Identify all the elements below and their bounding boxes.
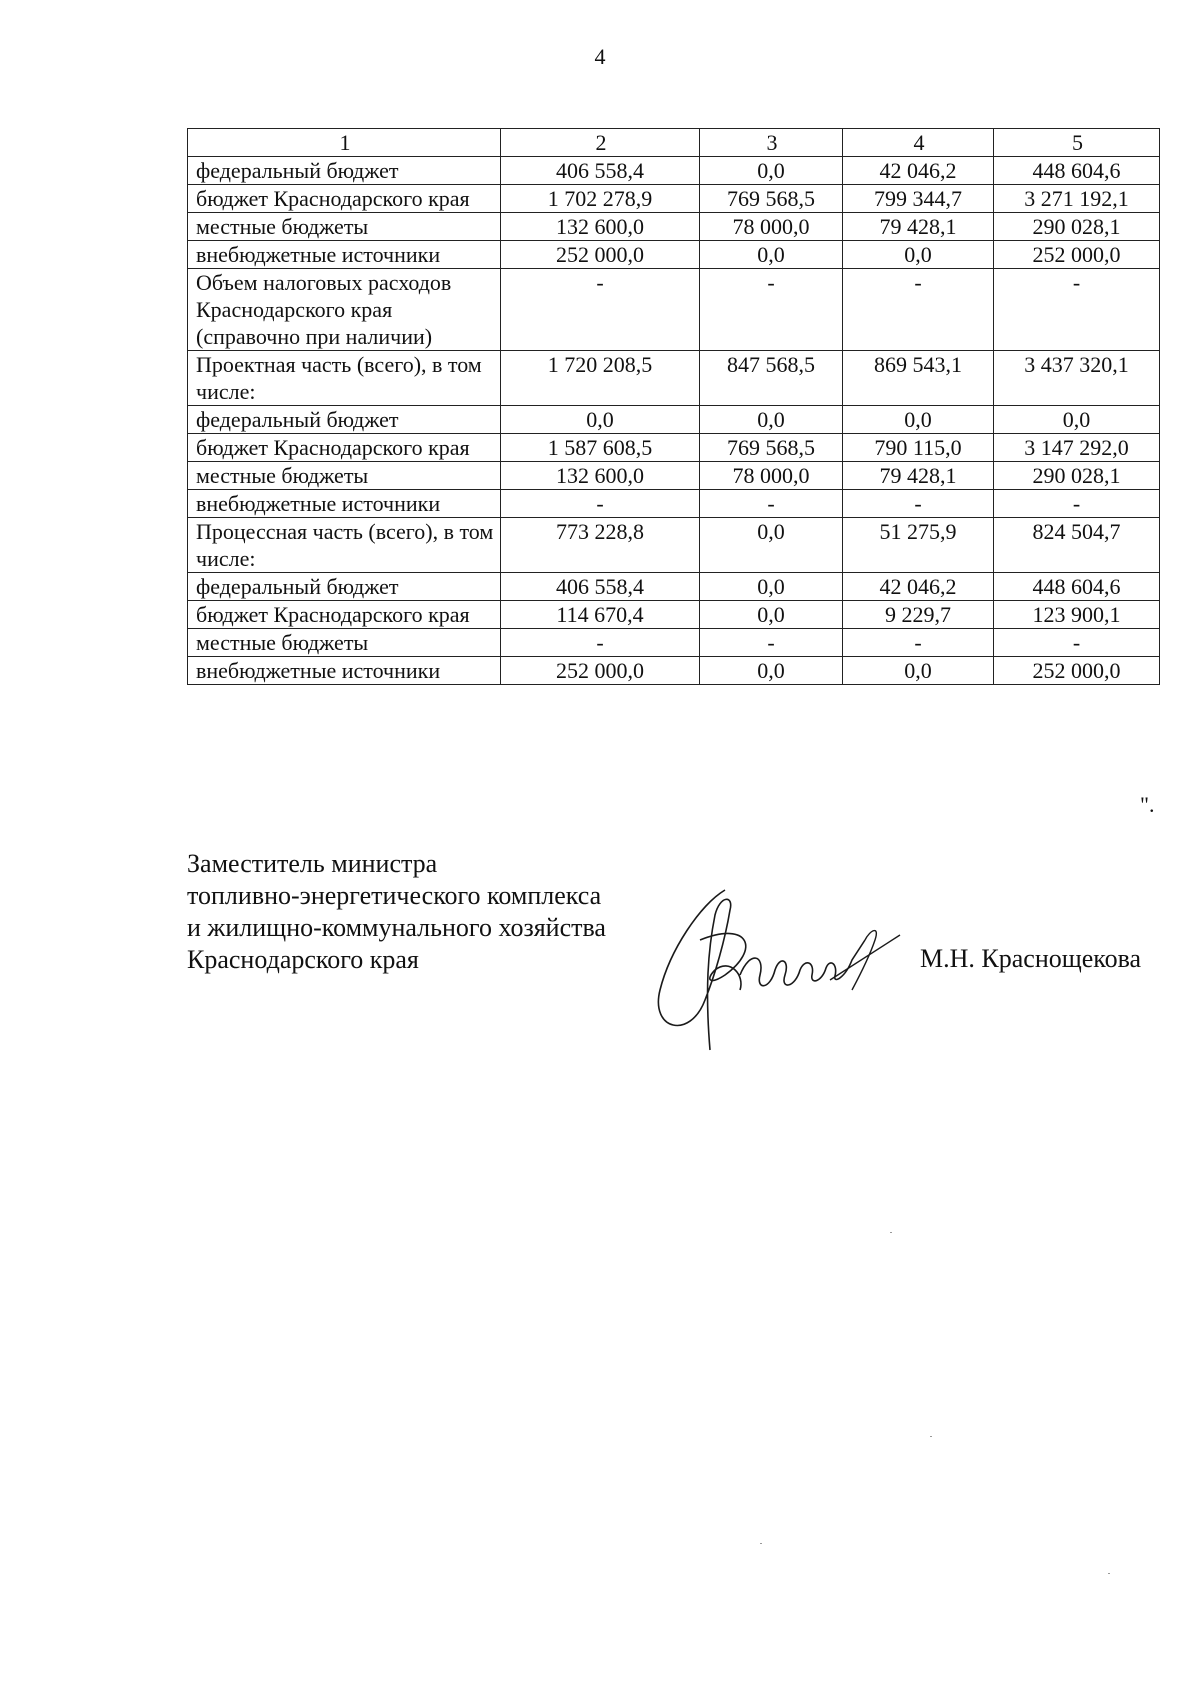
scan-speck [930,1436,932,1437]
header-cell: 2 [501,129,700,157]
value-cell: 252 000,0 [501,241,700,269]
row-label-cell: бюджет Краснодарского края [188,185,501,213]
table-row [188,351,1160,406]
value-cell: 0,0 [501,406,700,434]
table-row [188,490,1160,518]
position-line: Краснодарского края [187,945,419,974]
value-cell: 448 604,6 [994,573,1160,601]
table-row [188,629,1160,657]
value-cell: 0,0 [700,601,843,629]
row-label-cell: местные бюджеты [188,629,501,657]
value-cell: 78 000,0 [700,462,843,490]
position-line: Заместитель министра [187,849,438,878]
value-cell: 42 046,2 [843,573,994,601]
row-label-cell: внебюджетные источники [188,657,501,685]
value-cell: 252 000,0 [994,657,1160,685]
table-row [188,601,1160,629]
header-cell: 3 [700,129,843,157]
row-label-cell: Проектная часть (всего), в том числе: [188,351,501,406]
value-cell: 1 702 278,9 [501,185,700,213]
value-cell: 3 437 320,1 [994,351,1160,406]
value-cell: - [501,629,700,657]
header-cell: 5 [994,129,1160,157]
signatory-position [187,848,606,976]
value-cell: 769 568,5 [700,434,843,462]
value-cell: 0,0 [843,657,994,685]
value-cell: 0,0 [700,241,843,269]
value-cell: 0,0 [700,518,843,573]
table-row [188,406,1160,434]
table-row [188,657,1160,685]
value-cell: 290 028,1 [994,213,1160,241]
value-cell: 1 587 608,5 [501,434,700,462]
value-cell: - [700,629,843,657]
value-cell: - [501,269,700,351]
table-row [188,573,1160,601]
value-cell: 123 900,1 [994,601,1160,629]
closing-quote: ". [1140,792,1155,817]
value-cell: 0,0 [994,406,1160,434]
row-label-cell: Объем налоговых расходов Краснодарского края (справочно при наличии) [188,269,501,351]
value-cell: - [501,490,700,518]
table-row [188,518,1160,573]
row-label-cell: федеральный бюджет [188,157,501,185]
row-label-cell: федеральный бюджет [188,406,501,434]
table-row [188,241,1160,269]
table-header-row [188,129,1160,157]
table-row [188,185,1160,213]
value-cell: 406 558,4 [501,157,700,185]
value-cell: 406 558,4 [501,573,700,601]
budget-table [187,128,1160,685]
table-row [188,434,1160,462]
row-label-cell: внебюджетные источники [188,490,501,518]
position-line: топливно-энергетического комплекса [187,881,602,910]
value-cell: 0,0 [843,241,994,269]
table-row [188,462,1160,490]
value-cell: 824 504,7 [994,518,1160,573]
row-label-cell: федеральный бюджет [188,573,501,601]
page-number: 4 [594,44,606,69]
header-cell: 4 [843,129,994,157]
row-label-cell: бюджет Краснодарского края [188,434,501,462]
value-cell: 79 428,1 [843,213,994,241]
value-cell: - [700,490,843,518]
scan-speck [890,1232,892,1233]
value-cell: 773 228,8 [501,518,700,573]
row-label-cell: Процессная часть (всего), в том числе: [188,518,501,573]
header-cell: 1 [188,129,501,157]
row-label-cell: бюджет Краснодарского края [188,601,501,629]
value-cell: - [994,629,1160,657]
value-cell: 132 600,0 [501,213,700,241]
row-label-cell: местные бюджеты [188,213,501,241]
value-cell: 790 115,0 [843,434,994,462]
value-cell: 42 046,2 [843,157,994,185]
value-cell: - [843,629,994,657]
handwritten-signature [630,880,910,1060]
table-row [188,269,1160,351]
value-cell: 847 568,5 [700,351,843,406]
value-cell: 3 271 192,1 [994,185,1160,213]
value-cell: 132 600,0 [501,462,700,490]
table-row [188,157,1160,185]
value-cell: - [994,490,1160,518]
position-line: и жилищно-коммунального хозяйства [187,913,606,942]
value-cell: 0,0 [843,406,994,434]
value-cell: 0,0 [700,406,843,434]
value-cell: 3 147 292,0 [994,434,1160,462]
value-cell: 252 000,0 [994,241,1160,269]
value-cell: 114 670,4 [501,601,700,629]
value-cell: 51 275,9 [843,518,994,573]
value-cell: 290 028,1 [994,462,1160,490]
value-cell: - [843,269,994,351]
value-cell: 9 229,7 [843,601,994,629]
scan-speck [760,1543,762,1544]
value-cell: 0,0 [700,157,843,185]
value-cell: 869 543,1 [843,351,994,406]
row-label-cell: внебюджетные источники [188,241,501,269]
value-cell: 769 568,5 [700,185,843,213]
value-cell: 78 000,0 [700,213,843,241]
value-cell: - [994,269,1160,351]
value-cell: 448 604,6 [994,157,1160,185]
signer-name: М.Н. Краснощекова [920,944,1142,973]
value-cell: 799 344,7 [843,185,994,213]
value-cell: 1 720 208,5 [501,351,700,406]
scan-speck [1108,1573,1110,1574]
value-cell: 0,0 [700,573,843,601]
table-row [188,213,1160,241]
value-cell: 0,0 [700,657,843,685]
value-cell: - [700,269,843,351]
value-cell: 252 000,0 [501,657,700,685]
row-label-cell: местные бюджеты [188,462,501,490]
value-cell: - [843,490,994,518]
value-cell: 79 428,1 [843,462,994,490]
